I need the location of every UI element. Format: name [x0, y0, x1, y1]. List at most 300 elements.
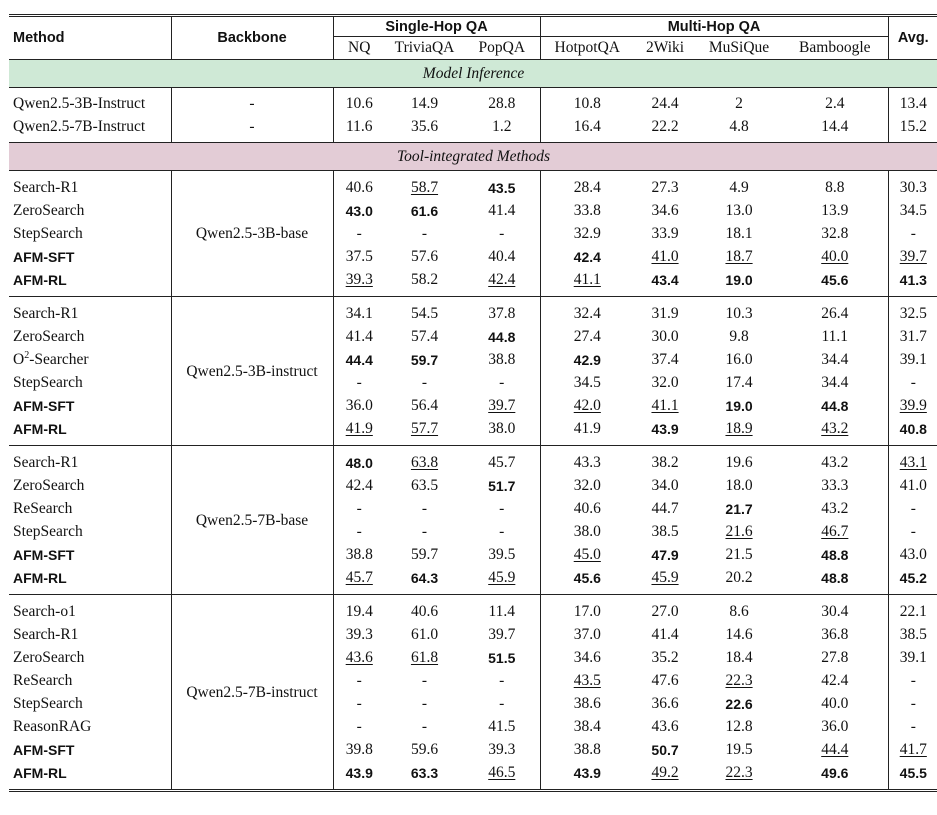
table-cell: 37.0 [573, 625, 601, 643]
table-cell: 41.9 [573, 419, 601, 437]
table-cell: 43.2 [782, 417, 888, 440]
table-cell: 43.2 [782, 497, 888, 520]
table-cell: 63.3 [410, 764, 439, 781]
table-cell: 45.0 [573, 545, 601, 563]
table-cell: 40.6 [410, 602, 439, 620]
table-row [9, 600, 937, 623]
avg-header: Avg. [897, 30, 929, 46]
table-cell: 63.8 [410, 453, 439, 471]
table-cell: - [421, 694, 428, 712]
table-cell: - [356, 717, 362, 735]
table-cell: 17.0 [573, 602, 601, 620]
method-cell: ReSearch [9, 497, 171, 520]
table-cell: - [356, 694, 362, 712]
backbone-cell: Qwen2.5-7B-instruct [171, 600, 333, 791]
backbone-cell: Qwen2.5-3B-instruct [171, 302, 333, 446]
table-cell: 26.4 [782, 302, 888, 325]
table-cell: 19.4 [345, 602, 373, 620]
table-row [9, 222, 937, 245]
table-cell: 30.0 [651, 327, 679, 345]
table-cell: 43.9 [651, 420, 679, 437]
method-cell: Search-R1 [9, 623, 171, 646]
table-cell: 36.6 [651, 694, 679, 712]
table-cell: 27.4 [573, 327, 601, 345]
method-name: O [13, 351, 25, 369]
table-cell: 30.4 [782, 600, 888, 623]
spacer-cell [888, 784, 937, 791]
method-cell: AFM-RL [9, 761, 171, 784]
table-cell: 40.4 [464, 245, 540, 268]
table-cell: 13.0 [725, 201, 753, 219]
table-row [9, 115, 937, 138]
table-cell: 28.4 [573, 178, 601, 196]
table-cell: 41.0 [899, 476, 927, 494]
method-cell: Search-R1 [9, 451, 171, 474]
table-cell: 54.5 [410, 304, 439, 322]
table-cell: 46.5 [464, 761, 540, 784]
method-cell: Qwen2.5-7B-Instruct [9, 115, 171, 138]
method-header: Method [9, 16, 171, 60]
table-row [9, 245, 937, 268]
method-cell: AFM-RL [9, 268, 171, 291]
method-cell: AFM-SFT [9, 543, 171, 566]
table-cell: 32.0 [651, 373, 679, 391]
table-cell: - [910, 373, 916, 391]
table-cell: 39.1 [899, 648, 927, 666]
table-cell: 57.6 [410, 247, 439, 265]
col-header-nq: NQ [348, 39, 371, 56]
table-cell: 33.8 [573, 201, 601, 219]
table-row [9, 646, 937, 669]
table-cell: 10.3 [725, 304, 753, 322]
method-cell: ZeroSearch [9, 474, 171, 497]
table-cell: 46.7 [782, 520, 888, 543]
table-cell: 43.9 [345, 764, 373, 781]
table-cell: 33.3 [782, 474, 888, 497]
table-cell: 27.8 [782, 646, 888, 669]
table-cell: 38.8 [464, 348, 540, 371]
method-cell: StepSearch [9, 371, 171, 394]
table-cell: 13.9 [782, 199, 888, 222]
spacer-cell [696, 784, 782, 791]
backbone-header: Backbone [171, 16, 333, 60]
table-cell: 21.7 [725, 500, 753, 517]
table-cell: 40.6 [573, 499, 601, 517]
table-row [9, 302, 937, 325]
table-cell: 32.5 [899, 304, 927, 322]
method-name-rest: -Searcher [29, 351, 89, 369]
table-cell: 34.4 [782, 371, 888, 394]
table-cell: 38.6 [573, 694, 601, 712]
table-cell: 43.6 [345, 648, 373, 666]
table-cell: 61.6 [410, 202, 439, 219]
table-cell: 45.7 [345, 568, 373, 586]
table-cell: 39.3 [345, 625, 373, 643]
table-cell: 18.4 [725, 648, 753, 666]
table-cell: - [356, 499, 362, 517]
table-row [9, 761, 937, 784]
table-cell: 35.6 [410, 117, 439, 135]
table-cell: 14.6 [725, 625, 753, 643]
col-header-2wiki: 2Wiki [645, 39, 685, 56]
table-cell: 27.0 [651, 602, 679, 620]
table-body [9, 60, 937, 791]
table-cell: - [356, 224, 362, 242]
table-cell: 41.1 [573, 270, 601, 288]
table-cell: 41.3 [899, 271, 927, 288]
table-cell: 45.2 [899, 569, 927, 586]
table-cell: 4.9 [729, 178, 749, 196]
method-cell: AFM-SFT [9, 738, 171, 761]
table-cell: 36.0 [345, 396, 373, 414]
table-cell: 34.5 [899, 201, 927, 219]
table-cell: 43.6 [651, 717, 679, 735]
table-cell: 43.2 [782, 451, 888, 474]
table-cell: 2 [735, 94, 743, 112]
table-cell: 43.1 [899, 453, 927, 471]
table-cell: 56.4 [410, 396, 439, 414]
table-cell: 41.4 [345, 327, 373, 345]
table-cell: 35.2 [651, 648, 679, 666]
table-cell: 27.3 [651, 178, 679, 196]
table-cell: 9.8 [729, 327, 749, 345]
multi-hop-header: Multi-Hop QA [540, 16, 888, 37]
method-cell: ReasonRAG [9, 715, 171, 738]
table-cell: 18.0 [725, 476, 753, 494]
table-row [9, 268, 937, 291]
table-cell: 51.7 [464, 474, 540, 497]
table-cell: 36.0 [782, 715, 888, 738]
table-cell: - [421, 522, 428, 540]
table-cell: 4.8 [729, 117, 749, 135]
method-cell: ReSearch [9, 669, 171, 692]
table-cell: - [421, 373, 428, 391]
table-cell: 42.0 [573, 396, 601, 414]
table-cell: 40.6 [345, 178, 373, 196]
table-cell: 44.8 [464, 325, 540, 348]
table-cell: 11.1 [782, 325, 888, 348]
table-cell: - [910, 522, 916, 540]
spacer-cell [782, 784, 888, 791]
table-cell: 14.9 [410, 94, 439, 112]
table-cell: 37.8 [464, 302, 540, 325]
table-row [9, 543, 937, 566]
table-cell: 42.4 [573, 248, 601, 265]
table-cell: 36.8 [782, 623, 888, 646]
table-cell: 41.4 [651, 625, 679, 643]
table-cell: 39.7 [464, 623, 540, 646]
table-row [9, 325, 937, 348]
table-cell: 11.4 [464, 600, 540, 623]
table-cell: 63.5 [410, 476, 439, 494]
table-cell: 39.1 [899, 350, 927, 368]
table-row [9, 715, 937, 738]
table-cell: 41.9 [345, 419, 373, 437]
table-cell: 43.5 [573, 671, 601, 689]
table-cell: 48.0 [345, 454, 373, 471]
table-cell: 24.4 [651, 94, 679, 112]
table-cell: 32.8 [782, 222, 888, 245]
table-row [9, 520, 937, 543]
table-cell: 19.5 [725, 740, 753, 758]
table-cell: 59.7 [410, 545, 439, 563]
table-cell: 57.4 [410, 327, 439, 345]
table-row [9, 692, 937, 715]
table-cell: 47.6 [651, 671, 679, 689]
table-cell: 19.6 [725, 453, 753, 471]
table-cell: 13.4 [899, 94, 927, 112]
table-cell: - [356, 373, 362, 391]
table-cell: 37.5 [345, 247, 373, 265]
table-cell: 48.8 [782, 543, 888, 566]
table-cell: 8.8 [782, 176, 888, 199]
table-cell: 38.0 [573, 522, 601, 540]
spacer-cell [540, 784, 634, 791]
table-cell: - [464, 520, 540, 543]
table-row [9, 92, 937, 115]
spacer-cell [464, 784, 540, 791]
table-cell: 39.3 [464, 738, 540, 761]
table-row [9, 371, 937, 394]
table-cell: 43.0 [899, 545, 927, 563]
section-title: Tool-integrated Methods [9, 143, 937, 171]
table-cell: - [910, 671, 916, 689]
table-cell: 32.0 [573, 476, 601, 494]
table-cell: 42.9 [573, 351, 601, 368]
method-cell: Search-R1 [9, 302, 171, 325]
table-row [9, 566, 937, 589]
table-cell: 41.0 [651, 247, 679, 265]
table-cell: 34.6 [573, 648, 601, 666]
spacer-cell [9, 784, 171, 791]
method-cell: StepSearch [9, 520, 171, 543]
table-cell: - [421, 671, 428, 689]
table-cell: - [464, 692, 540, 715]
table-row [9, 623, 937, 646]
table-cell: 16.4 [573, 117, 601, 135]
table-cell: 11.6 [345, 117, 373, 135]
table-cell: 51.5 [464, 646, 540, 669]
table-cell: - [910, 717, 916, 735]
table-cell: 37.4 [651, 350, 679, 368]
table-cell: - [464, 669, 540, 692]
table-cell: 22.3 [725, 671, 753, 689]
table-cell: 38.8 [345, 545, 373, 563]
table-cell: - [464, 222, 540, 245]
table-cell: 34.1 [345, 304, 373, 322]
row-spacer [9, 784, 937, 791]
table-cell: 12.8 [725, 717, 753, 735]
table-cell: 43.0 [345, 202, 373, 219]
table-cell: 58.7 [410, 178, 439, 196]
table-cell: 30.3 [899, 178, 927, 196]
table-cell: 39.7 [464, 394, 540, 417]
table-cell: 22.3 [725, 763, 753, 781]
table-cell: 39.7 [899, 247, 927, 265]
table-cell: 16.0 [725, 350, 753, 368]
single-hop-header: Single-Hop QA [333, 16, 540, 37]
method-cell: ZeroSearch [9, 199, 171, 222]
table-cell: 34.5 [573, 373, 601, 391]
table-cell: 22.6 [725, 695, 753, 712]
table-cell: 49.6 [782, 761, 888, 784]
results-table [9, 14, 937, 792]
table-row [9, 497, 937, 520]
table-cell: - [464, 497, 540, 520]
backbone-cell: - [171, 115, 333, 138]
table-cell: 57.7 [410, 419, 439, 437]
table-cell: 19.0 [725, 271, 753, 288]
table-cell: 18.7 [725, 247, 753, 265]
col-header-musique: MuSiQue [708, 39, 770, 56]
table-row [9, 348, 937, 371]
method-cell: Search-o1 [9, 600, 171, 623]
table-cell: 50.7 [651, 741, 679, 758]
table-cell: 45.9 [464, 566, 540, 589]
method-cell: StepSearch [9, 222, 171, 245]
table-cell: 38.4 [573, 717, 601, 735]
col-header-triviaqa: TriviaQA [394, 39, 455, 56]
table-row [9, 474, 937, 497]
table-cell: 39.5 [464, 543, 540, 566]
table-cell: 38.5 [899, 625, 927, 643]
table-row [9, 199, 937, 222]
table-cell: 39.3 [345, 270, 373, 288]
table-cell: 40.8 [899, 420, 927, 437]
table-cell: 8.6 [729, 602, 749, 620]
table-cell: 64.3 [410, 569, 439, 586]
method-cell: ZeroSearch [9, 646, 171, 669]
table-cell: 21.5 [725, 545, 753, 563]
table-cell: 41.4 [464, 199, 540, 222]
table-cell: 39.8 [345, 740, 373, 758]
section-row [9, 143, 937, 171]
table-cell: 32.4 [573, 304, 601, 322]
table-cell: 2.4 [782, 92, 888, 115]
backbone-cell: Qwen2.5-7B-base [171, 451, 333, 595]
table-cell: - [356, 671, 362, 689]
table-cell: 22.2 [651, 117, 679, 135]
method-cell [9, 348, 171, 371]
table-cell: - [356, 522, 362, 540]
table-cell: - [421, 717, 428, 735]
table-cell: 15.2 [899, 117, 927, 135]
table-cell: 49.2 [651, 763, 679, 781]
table-cell: 21.6 [725, 522, 753, 540]
table-cell: 43.3 [573, 453, 601, 471]
method-cell: StepSearch [9, 692, 171, 715]
table-cell: 38.5 [651, 522, 679, 540]
method-cell: AFM-SFT [9, 394, 171, 417]
table-cell: 58.2 [410, 270, 439, 288]
table-cell: 17.4 [725, 373, 753, 391]
table-row [9, 417, 937, 440]
table-cell: 44.8 [782, 394, 888, 417]
table-cell: 41.1 [651, 396, 679, 414]
table-cell: 47.9 [651, 546, 679, 563]
table-cell: - [464, 371, 540, 394]
table-cell: 32.9 [573, 224, 601, 242]
table-cell: 38.0 [464, 417, 540, 440]
table-cell: 40.0 [782, 245, 888, 268]
table-cell: 18.9 [725, 419, 753, 437]
method-cell: Search-R1 [9, 176, 171, 199]
table-cell: 42.4 [345, 476, 373, 494]
section-title: Model Inference [9, 60, 937, 88]
table-cell: 45.5 [899, 764, 927, 781]
table-cell: - [421, 499, 428, 517]
table-cell: 31.9 [651, 304, 679, 322]
table-row [9, 669, 937, 692]
table-cell: 31.7 [899, 327, 927, 345]
table-cell: 19.0 [725, 397, 753, 414]
table-cell: - [910, 694, 916, 712]
table-cell: 40.0 [782, 692, 888, 715]
method-superscript: 2 [24, 349, 30, 361]
table-cell: - [910, 224, 916, 242]
backbone-cell: Qwen2.5-3B-base [171, 176, 333, 297]
table-cell: 61.0 [410, 625, 439, 643]
table-cell: 34.6 [651, 201, 679, 219]
method-cell: Qwen2.5-3B-Instruct [9, 92, 171, 115]
table-cell: 44.4 [782, 738, 888, 761]
table-cell: 61.8 [410, 648, 439, 666]
table-cell: - [421, 224, 428, 242]
table-cell: 33.9 [651, 224, 679, 242]
table-cell: 34.0 [651, 476, 679, 494]
table-cell: 41.7 [899, 740, 927, 758]
table-cell: 42.4 [782, 669, 888, 692]
table-cell: 20.2 [725, 568, 753, 586]
method-cell: ZeroSearch [9, 325, 171, 348]
table-cell: 41.5 [464, 715, 540, 738]
spacer-cell [333, 784, 385, 791]
table-cell: 39.9 [899, 396, 927, 414]
table-cell: 45.6 [782, 268, 888, 291]
spacer-cell [634, 784, 696, 791]
table-cell: 43.9 [573, 764, 601, 781]
table-cell: 14.4 [782, 115, 888, 138]
table-cell: - [910, 499, 916, 517]
table-row [9, 451, 937, 474]
method-cell: AFM-RL [9, 417, 171, 440]
table-row [9, 176, 937, 199]
table-cell: 28.8 [464, 92, 540, 115]
table-cell: 43.5 [464, 176, 540, 199]
table-cell: 34.4 [782, 348, 888, 371]
col-header-bamboogle: Bamboogle [782, 37, 888, 60]
spacer-cell [385, 784, 464, 791]
table-row [9, 738, 937, 761]
section-row [9, 60, 937, 88]
table-cell: 38.8 [573, 740, 601, 758]
col-header-popqa: PopQA [464, 37, 540, 60]
col-header-hotpotqa: HotpotQA [554, 39, 620, 56]
table-cell: 18.1 [725, 224, 753, 242]
table-cell: 59.6 [410, 740, 439, 758]
table-cell: 22.1 [899, 602, 927, 620]
table-cell: 45.9 [651, 568, 679, 586]
table-cell: 1.2 [464, 115, 540, 138]
table-cell: 48.8 [782, 566, 888, 589]
table-cell: 10.6 [345, 94, 373, 112]
table-cell: 42.4 [464, 268, 540, 291]
method-cell: AFM-SFT [9, 245, 171, 268]
table-cell: 44.7 [651, 499, 679, 517]
method-cell: AFM-RL [9, 566, 171, 589]
table-cell: 44.4 [345, 351, 373, 368]
table-cell: 43.4 [651, 271, 679, 288]
